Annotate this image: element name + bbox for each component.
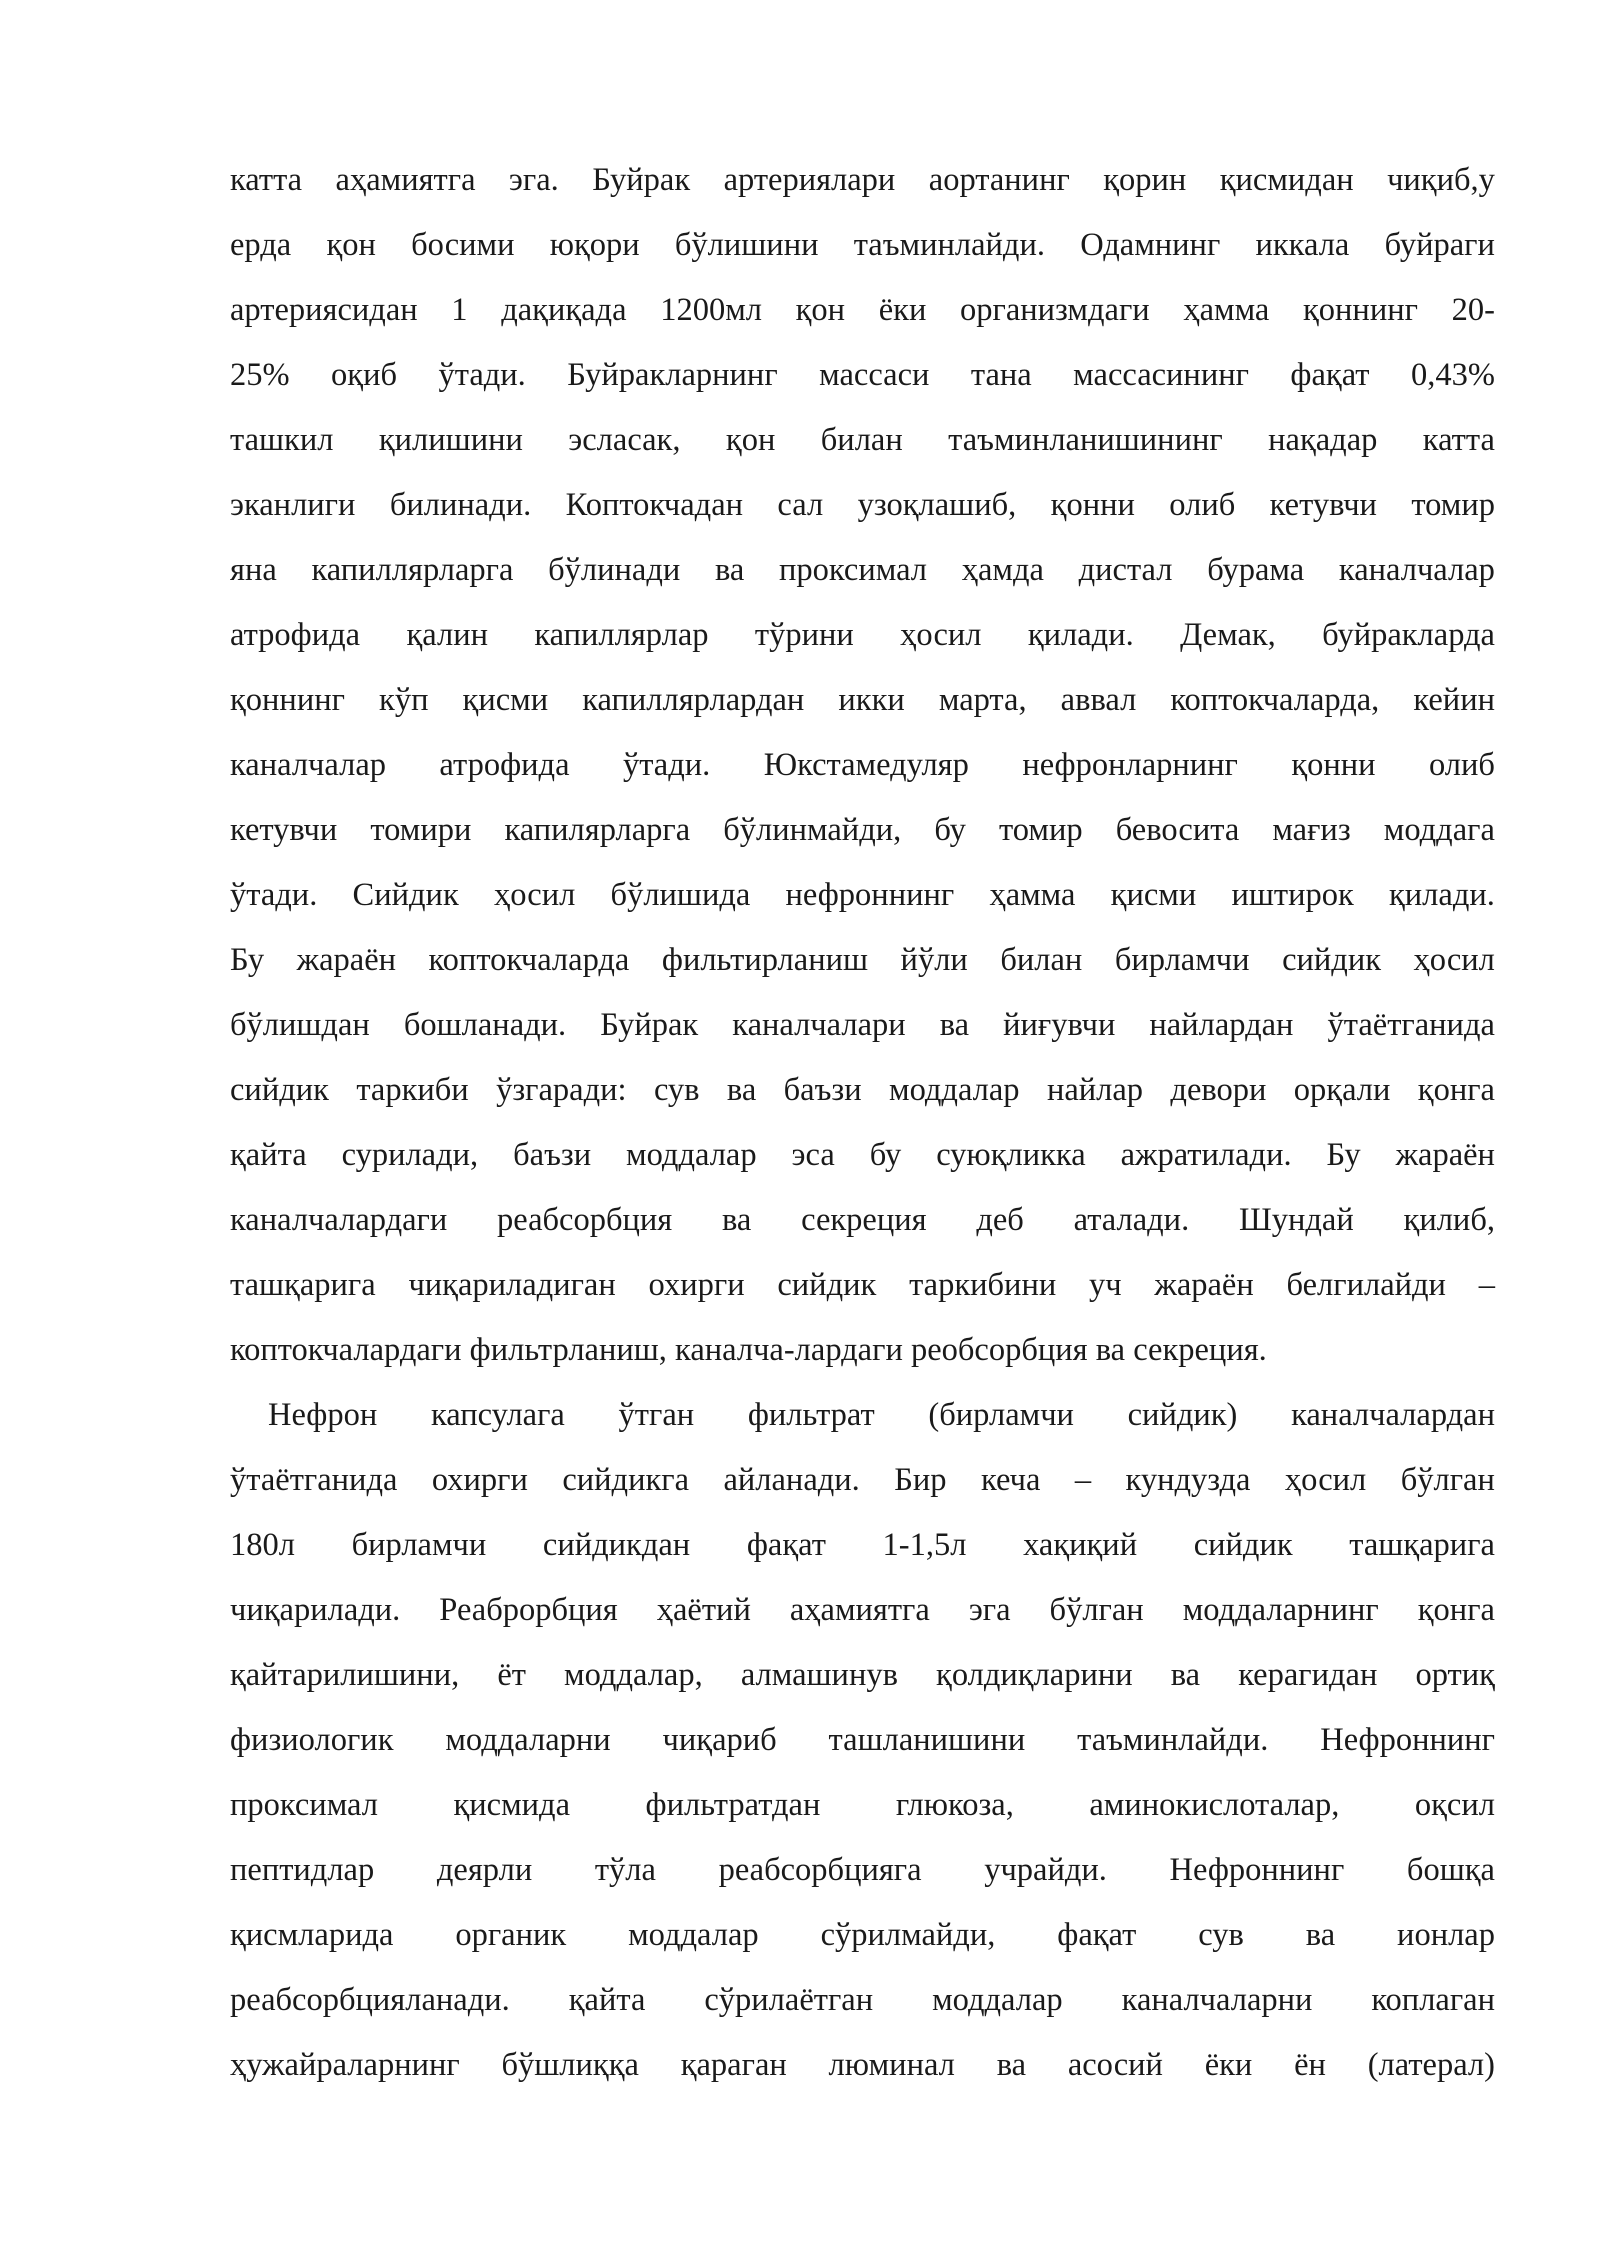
word: деб — [976, 1202, 1024, 1238]
word: бўлинади — [548, 552, 681, 588]
word: Бу — [1326, 1137, 1361, 1173]
word: олиб — [1428, 747, 1495, 783]
word: нефронларнинг — [1022, 747, 1238, 783]
word: ҳамда — [961, 552, 1044, 588]
word: капиллярларга — [311, 552, 514, 588]
word: ҳамма — [1183, 292, 1270, 328]
word: алмашинув — [740, 1657, 898, 1693]
word: ва — [726, 1072, 757, 1108]
word: юқори — [549, 227, 640, 263]
word: ташланишини — [828, 1722, 1026, 1758]
word: 1 — [451, 292, 468, 328]
word: ва — [1170, 1657, 1201, 1693]
word: қисми — [1110, 877, 1197, 913]
word: проксимал — [230, 1787, 378, 1823]
word: катта — [230, 162, 303, 198]
text-line — [230, 278, 1495, 343]
text-line — [230, 343, 1495, 408]
word: деярли — [436, 1852, 533, 1888]
word: томир — [998, 812, 1083, 848]
word: бўлишдан — [230, 1007, 370, 1043]
word: қайта — [568, 1982, 646, 2018]
word: баъзи — [783, 1072, 862, 1108]
word: томири — [370, 812, 472, 848]
word: йиғувчи — [1003, 1007, 1116, 1043]
word: каналчалардаги — [230, 1202, 448, 1238]
word: Нефрон — [268, 1397, 378, 1433]
word: ташқарига — [1349, 1527, 1495, 1563]
word: 1-1,5л — [882, 1527, 967, 1563]
word: охирги — [431, 1462, 528, 1498]
word: реабсорбцияланади. — [230, 1982, 510, 2018]
word: сув — [1198, 1917, 1244, 1953]
word: Бу — [230, 942, 265, 978]
word: Буйракларнинг — [567, 357, 778, 393]
word: артериясидан — [230, 292, 418, 328]
word: қисмида — [453, 1787, 571, 1823]
word: 1200мл — [660, 292, 762, 328]
word: қисмидан — [1219, 162, 1354, 198]
word: Буйрак — [592, 162, 691, 198]
word: капиллярлар — [534, 617, 709, 653]
word: билан — [1000, 942, 1083, 978]
word: нақадар — [1268, 422, 1378, 458]
word: кейин — [1413, 682, 1495, 718]
word: чиқариладиган — [408, 1267, 616, 1303]
word: реобсорбция — [910, 1332, 1088, 1368]
word: таркиби — [356, 1072, 469, 1108]
word: оқиб — [331, 357, 398, 393]
word: каналчалар — [1338, 552, 1495, 588]
word: реабсорбция — [497, 1202, 673, 1238]
word: коплаган — [1371, 1982, 1495, 2018]
word: пептидлар — [230, 1852, 375, 1888]
word: ёт — [497, 1657, 526, 1693]
word: баъзи — [513, 1137, 592, 1173]
word: чиқиб,у — [1387, 162, 1495, 198]
word: буйраги — [1384, 227, 1495, 263]
word: қайта — [230, 1137, 307, 1173]
word: физиологик — [230, 1722, 394, 1758]
word: оқсил — [1414, 1787, 1495, 1823]
text-line — [230, 1838, 1495, 1903]
word: Сийдик — [352, 877, 459, 913]
word: ўтаётганида — [1327, 1007, 1495, 1043]
text-line — [230, 1318, 1495, 1383]
word: қонга — [1417, 1592, 1495, 1628]
word: моддаларнинг — [1182, 1592, 1379, 1628]
word: сув — [653, 1072, 700, 1108]
word: глюкоза, — [895, 1787, 1014, 1823]
word: тана — [970, 357, 1032, 393]
word: айланади. — [723, 1462, 860, 1498]
word: Буйрак — [600, 1007, 699, 1043]
word: моддалар — [628, 1917, 759, 1953]
word: ортиқ — [1415, 1657, 1495, 1693]
word: эса — [791, 1137, 835, 1173]
word: бўлишида — [610, 877, 751, 913]
word: найлар — [1046, 1072, 1144, 1108]
text-line — [230, 473, 1495, 538]
word: найлардан — [1149, 1007, 1294, 1043]
word: тўрини — [754, 617, 854, 653]
word: реабсорбцияга — [718, 1852, 922, 1888]
word: ионлар — [1397, 1917, 1495, 1953]
word: суюқликка — [936, 1137, 1086, 1173]
word: 180л — [230, 1527, 295, 1563]
text-line — [230, 928, 1495, 993]
word: қорин — [1103, 162, 1187, 198]
word: бўлишини — [674, 227, 819, 263]
word: керагидан — [1238, 1657, 1378, 1693]
word: Шундай — [1238, 1202, 1354, 1238]
word: жараён — [1154, 1267, 1254, 1303]
word: қилади. — [1027, 617, 1134, 653]
word: ҳосил — [493, 877, 576, 913]
word: дистал — [1078, 552, 1173, 588]
word: жараён — [1395, 1137, 1495, 1173]
word: кеча — [981, 1462, 1041, 1498]
word: бўлинмайди, — [723, 812, 902, 848]
word: яна — [230, 552, 277, 588]
word: 20- — [1451, 292, 1495, 328]
word: моддалар, — [564, 1657, 703, 1693]
word: 0,43% — [1410, 357, 1495, 393]
word: ерда — [230, 227, 292, 263]
word: асосий — [1067, 2047, 1163, 2083]
word: ҳужайраларнинг — [230, 2047, 460, 2083]
word: Нефроннинг — [1169, 1852, 1345, 1888]
body-text — [230, 148, 1495, 2098]
word: ва — [996, 2047, 1027, 2083]
word: аминокислоталар, — [1089, 1787, 1340, 1823]
word: аҳамиятга — [789, 1592, 930, 1628]
word: ёки — [1204, 2047, 1253, 2083]
word: сўрилмайди, — [820, 1917, 996, 1953]
word: каналчалардан — [1291, 1397, 1495, 1433]
word: каналчаларни — [1121, 1982, 1313, 2018]
word: сурилади, — [341, 1137, 479, 1173]
word: бурама — [1207, 552, 1305, 588]
word: фильтрланиш, — [469, 1332, 667, 1368]
word: моддаларни — [445, 1722, 611, 1758]
word: каналчалари — [732, 1007, 906, 1043]
word: ва — [1095, 1332, 1126, 1368]
word: ҳаётий — [656, 1592, 751, 1628]
word: сал — [777, 487, 824, 523]
word: бошқа — [1406, 1852, 1495, 1888]
text-line — [230, 603, 1495, 668]
word: эсласак, — [568, 422, 681, 458]
word: қисми — [462, 682, 549, 718]
word: коптокчаларда — [428, 942, 630, 978]
text-line — [230, 668, 1495, 733]
text-line — [230, 1448, 1495, 1513]
word: қон — [725, 422, 776, 458]
word: моддага — [1383, 812, 1495, 848]
word: қонни — [1291, 747, 1376, 783]
word: бирламчи — [351, 1527, 487, 1563]
word: таркибини — [909, 1267, 1057, 1303]
word: фақат — [1057, 1917, 1137, 1953]
word: бўлган — [1049, 1592, 1144, 1628]
text-line — [230, 863, 1495, 928]
word: аталади. — [1073, 1202, 1190, 1238]
word: девори — [1170, 1072, 1267, 1108]
word: 25% — [230, 357, 290, 393]
word: капиллярлардан — [582, 682, 805, 718]
text-line — [230, 1188, 1495, 1253]
word: Коптокчадан — [565, 487, 744, 523]
word: ён — [1294, 2047, 1326, 2083]
word: Бир — [894, 1462, 947, 1498]
word: ўтган — [618, 1397, 695, 1433]
word: қон — [795, 292, 846, 328]
word: кўп — [379, 682, 429, 718]
word: (латерал) — [1367, 2047, 1495, 2083]
word: сийдик — [1193, 1527, 1293, 1563]
word: фильтирланиш — [661, 942, 869, 978]
text-line — [230, 1123, 1495, 1188]
word: буйракларда — [1322, 617, 1495, 653]
word: иштирок — [1231, 877, 1354, 913]
word: ёки — [878, 292, 927, 328]
word: ўзгаради: — [496, 1072, 627, 1108]
text-line — [230, 1968, 1495, 2033]
word: қилади. — [1389, 877, 1495, 913]
word: сийдикдан — [542, 1527, 691, 1563]
word: ўтаётганида — [230, 1462, 398, 1498]
word: – — [1478, 1267, 1495, 1303]
text-line — [230, 1903, 1495, 1968]
word: секреция. — [1133, 1332, 1267, 1368]
word: коптокчалардаги — [230, 1332, 462, 1368]
word: катта — [1422, 422, 1495, 458]
word: сийдик) — [1127, 1397, 1238, 1433]
text-line — [230, 1773, 1495, 1838]
word: проксимал — [779, 552, 927, 588]
word: таъминлайди. — [1077, 1722, 1269, 1758]
word: мағиз — [1272, 812, 1351, 848]
word: бу — [934, 812, 966, 848]
word: ҳосил — [1413, 942, 1495, 978]
word: люминал — [828, 2047, 955, 2083]
word: артериялари — [723, 162, 896, 198]
word: олиб — [1169, 487, 1236, 523]
word: қонга — [1417, 1072, 1495, 1108]
word: атрофида — [439, 747, 570, 783]
text-line — [230, 1253, 1495, 1318]
text-line — [230, 408, 1495, 473]
text-line — [230, 1383, 1495, 1448]
word: Юкстамедуляр — [763, 747, 969, 783]
word: атрофида — [230, 617, 361, 653]
word: ва — [1305, 1917, 1336, 1953]
word: белгилайди — [1286, 1267, 1446, 1303]
word: ташқарига — [230, 1267, 376, 1303]
word: моддалар — [889, 1072, 1020, 1108]
word: хақиқий — [1023, 1527, 1138, 1563]
word: Нефроннинг — [1320, 1722, 1495, 1758]
text-line — [230, 733, 1495, 798]
word: сийдик — [777, 1267, 877, 1303]
word: органик — [455, 1917, 567, 1953]
word: сийдик — [230, 1072, 329, 1108]
word: иккала — [1255, 227, 1350, 263]
word: бевосита — [1115, 812, 1240, 848]
word: каналча-лардаги — [675, 1332, 903, 1368]
word: қоннинг — [230, 682, 345, 718]
word: йўли — [900, 942, 968, 978]
word: ва — [939, 1007, 970, 1043]
word: ва — [714, 552, 745, 588]
word: дақиқада — [501, 292, 627, 328]
word: таъминлайди. — [853, 227, 1045, 263]
word: моддалар — [626, 1137, 757, 1173]
word: (бирламчи — [928, 1397, 1074, 1433]
word: орқали — [1293, 1072, 1391, 1108]
word: эга — [968, 1592, 1011, 1628]
word: билинади. — [389, 487, 532, 523]
word: бўшлиққа — [501, 2047, 639, 2083]
text-line — [230, 798, 1495, 863]
word: эга. — [508, 162, 559, 198]
word: марта, — [938, 682, 1027, 718]
text-line — [230, 993, 1495, 1058]
word: кетувчи — [230, 812, 338, 848]
word: билан — [820, 422, 903, 458]
word: Реаброрбция — [439, 1592, 618, 1628]
word: аввал — [1060, 682, 1137, 718]
word: жараён — [296, 942, 397, 978]
word: томир — [1411, 487, 1495, 523]
word: ҳамма — [989, 877, 1076, 913]
word: сийдик — [1282, 942, 1382, 978]
word: босими — [411, 227, 515, 263]
text-line — [230, 1708, 1495, 1773]
word: қоннинг — [1303, 292, 1418, 328]
word: учрайди. — [984, 1852, 1107, 1888]
word: фильтрат — [747, 1397, 875, 1433]
text-line — [230, 1643, 1495, 1708]
word: Демак, — [1180, 617, 1276, 653]
word: таъминланишининг — [948, 422, 1223, 458]
document-page — [230, 148, 1495, 2098]
word: кетувчи — [1269, 487, 1377, 523]
text-line — [230, 1578, 1495, 1643]
text-line — [230, 1513, 1495, 1578]
text-line — [230, 213, 1495, 278]
word: сўрилаётган — [704, 1982, 874, 2018]
word: фақат — [746, 1527, 826, 1563]
word: моддалар — [932, 1982, 1063, 2018]
word: ўтади. — [622, 747, 711, 783]
word: ҳосил — [900, 617, 982, 653]
word: бу — [869, 1137, 902, 1173]
word: капилярларга — [504, 812, 691, 848]
word: қолдиқларини — [936, 1657, 1133, 1693]
word: аортанинг — [928, 162, 1070, 198]
word: икки — [838, 682, 905, 718]
word: сийдикга — [562, 1462, 690, 1498]
word: бирламчи — [1114, 942, 1250, 978]
word: эканлиги — [230, 487, 356, 523]
word: ҳосил — [1284, 1462, 1367, 1498]
word: қалин — [406, 617, 488, 653]
word: нефроннинг — [785, 877, 955, 913]
word: фильтратдан — [645, 1787, 821, 1823]
word: ажратилади. — [1120, 1137, 1292, 1173]
word: Одамнинг — [1080, 227, 1221, 263]
word: ва — [722, 1202, 752, 1238]
word: чиқарилади. — [230, 1592, 401, 1628]
word: қараган — [680, 2047, 787, 2083]
word: кундузда — [1125, 1462, 1251, 1498]
word: ўтади. — [438, 357, 526, 393]
word: қайтарилишини, — [230, 1657, 460, 1693]
word: коптокчаларда, — [1170, 682, 1380, 718]
text-line — [230, 2033, 1495, 2098]
word: уч — [1089, 1267, 1122, 1303]
word: қилиб, — [1403, 1202, 1495, 1238]
text-line — [230, 148, 1495, 213]
word: массаси — [819, 357, 930, 393]
word: фақат — [1290, 357, 1370, 393]
word: қилишини — [378, 422, 523, 458]
word: ташкил — [230, 422, 334, 458]
word: организмдаги — [960, 292, 1150, 328]
word: – — [1074, 1462, 1092, 1498]
text-line — [230, 538, 1495, 603]
word: охирги — [648, 1267, 745, 1303]
word: каналчалар — [230, 747, 386, 783]
word: қон — [326, 227, 376, 263]
text-line — [230, 1058, 1495, 1123]
word: ўтади. — [230, 877, 318, 913]
word: массасининг — [1073, 357, 1249, 393]
word: тўла — [594, 1852, 656, 1888]
word: бошланади. — [403, 1007, 567, 1043]
word: қонни — [1050, 487, 1135, 523]
word: секреция — [801, 1202, 927, 1238]
word: капсулага — [430, 1397, 565, 1433]
word: бўлган — [1400, 1462, 1495, 1498]
word: аҳамиятга — [335, 162, 476, 198]
word: узоқлашиб, — [857, 487, 1017, 523]
word: чиқариб — [662, 1722, 777, 1758]
word: қисмларида — [230, 1917, 394, 1953]
